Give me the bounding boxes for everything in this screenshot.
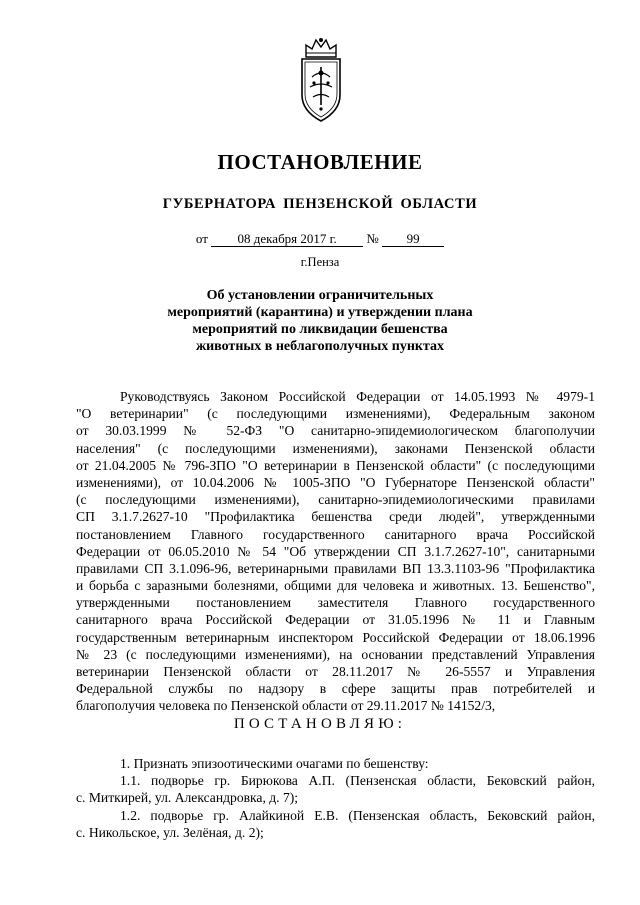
document-title: ПОСТАНОВЛЕНИЕ bbox=[217, 150, 423, 174]
preamble-line: и борьба с заразными болезнями, общими для человека и животных. 13. Бешенство", bbox=[76, 578, 595, 594]
preamble-line: постановлением Главного государственного санитарного врача Российской bbox=[76, 526, 595, 542]
date-number-line bbox=[0, 231, 640, 247]
preamble-line: Федерации от 06.05.2010 № 54 "Об утверждении СП 3.1.7.2627-10", санитарными bbox=[76, 543, 595, 559]
preamble-line: населения" (с последующими изменениями), законами Пензенской области bbox=[76, 440, 595, 456]
preamble-line: Федеральной службы по надзору в сфере защиты прав потребителей и bbox=[76, 681, 595, 697]
preamble-line: правилами СП 3.1.096-96, ветеринарными правилами ВП 13.3.1103-96 "Профилактика bbox=[76, 560, 595, 576]
preamble-line: изменениями), от 10.04.2006 № 1005-ЗПО "О Губернаторе Пензенской области" bbox=[76, 474, 595, 490]
preamble-line: Руководствуясь Законом Российской Федерации от 14.05.1993 № 4979-1 bbox=[120, 389, 595, 404]
preamble-line: № 23 (с последующими изменениями), на основании представлений Управления bbox=[76, 646, 595, 662]
preamble-line: (с последующими изменениями), санитарно-эпидемиологическими правилами bbox=[76, 492, 595, 508]
item-line: с. Никольское, ул. Зелёная, д. 2); bbox=[76, 824, 264, 840]
document-subtitle: ГУБЕРНАТОРА ПЕНЗЕНСКОЙ ОБЛАСТИ bbox=[162, 196, 478, 212]
preamble-line: государственным ветеринарным инспектором Российской Федерации от 18.06.1996 bbox=[76, 629, 595, 645]
preamble-paragraph bbox=[76, 388, 595, 715]
items-paragraph bbox=[76, 755, 595, 841]
number-prefix: № bbox=[366, 231, 379, 246]
decree-word: ПОСТАНОВЛЯЮ: bbox=[233, 716, 407, 732]
document-heading bbox=[150, 287, 490, 355]
item-line: 1.1. подворье гр. Бирюкова А.П. (Пензенская области, Бековский район, bbox=[120, 773, 595, 789]
document-city: г.Пенза bbox=[300, 255, 340, 269]
heading-line: Об установлении ограничительных bbox=[206, 288, 434, 303]
heading-line: мероприятий по ликвидации бешенства bbox=[192, 322, 448, 337]
penza-region-coat-of-arms-icon bbox=[288, 37, 354, 125]
heading-line: мероприятий (карантина) и утверждении плана bbox=[167, 305, 473, 320]
preamble-line: ветеринарии Пензенской области от 28.11.2017 № 26-5557 и Управления bbox=[76, 664, 595, 679]
item-line: 1. Признать эпизоотическими очагами по бешенству: bbox=[120, 756, 429, 771]
preamble-line: от 21.04.2005 № 796-ЗПО "О ветеринарии в Пензенской области" (с последующими bbox=[76, 457, 595, 473]
date-prefix: от bbox=[195, 231, 208, 246]
item-line: с. Миткирей, ул. Александровка, д. 7); bbox=[76, 790, 299, 806]
preamble-line: утвержденными постановлением заместителя Главного государственного bbox=[76, 595, 595, 611]
heading-line: животных в неблагополучных пунктах bbox=[195, 339, 445, 354]
preamble-line: СП 3.1.7.2627-10 "Профилактика бешенства среди людей", утвержденными bbox=[76, 509, 595, 525]
preamble-line: "О ветеринарии" (с последующими изменениями), Федеральным законом bbox=[76, 406, 595, 422]
preamble-line: от 30.03.1999 № 52-ФЗ "О санитарно-эпидемиологическом благополучии bbox=[76, 423, 595, 439]
preamble-line: санитарного врача Российской Федерации от 31.05.1996 № 11 и Главным bbox=[76, 612, 595, 628]
preamble-line: благополучия человека по Пензенской области от 29.11.2017 № 14152/3, bbox=[76, 698, 496, 714]
document-date: 08 декабря 2017 г. bbox=[211, 232, 363, 247]
document-number: 99 bbox=[382, 232, 444, 247]
item-line: 1.2. подворье гр. Алайкиной Е.В. (Пензенская область, Бековский район, bbox=[120, 807, 595, 823]
